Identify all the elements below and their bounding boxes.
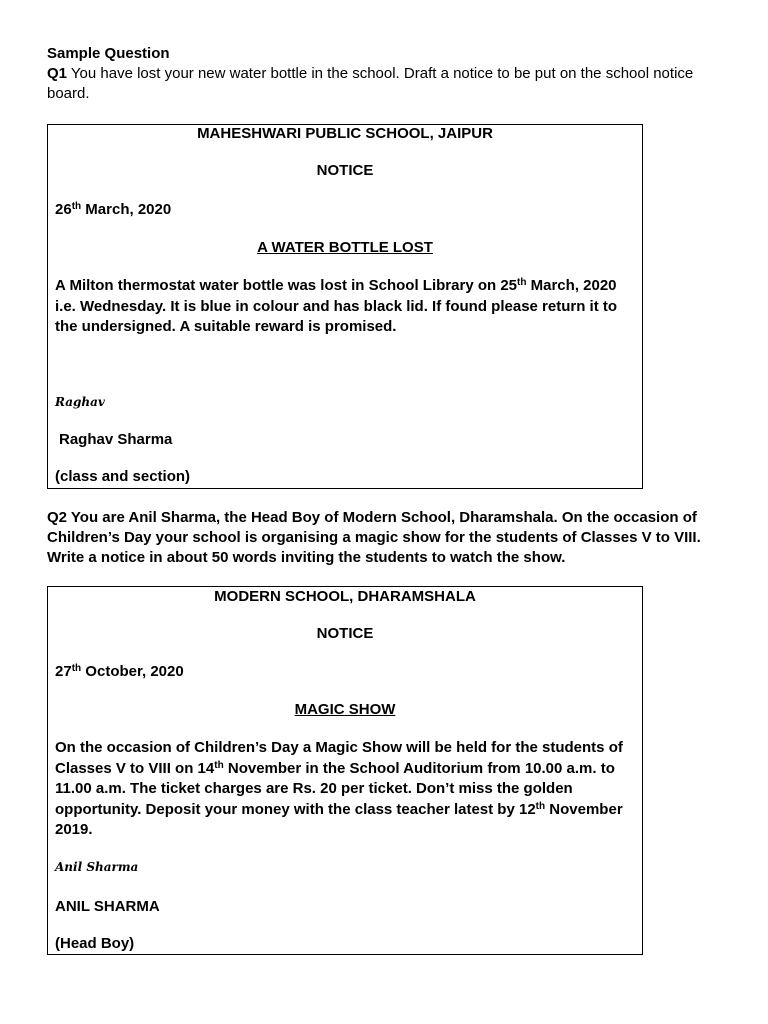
question-1-number: Q1 xyxy=(47,65,68,82)
notice-2-body xyxy=(55,738,632,841)
notice-1-class-section: (class and section) xyxy=(55,468,191,485)
notice-1-heading: NOTICE xyxy=(316,162,374,179)
notice-1-body-sup: th xyxy=(517,277,527,288)
notice-1-signature: Raghav xyxy=(55,395,105,409)
notice-2-name: ANIL SHARMA xyxy=(55,898,160,915)
notice-2-title: MAGIC SHOW xyxy=(294,701,396,718)
notice-1-title: A WATER BOTTLE LOST xyxy=(257,239,433,256)
notice-2-heading: NOTICE xyxy=(316,625,374,642)
notice-2-title-wrap xyxy=(48,701,642,718)
notice-2-date xyxy=(55,663,635,680)
notice-1-date-rest: March, 2020 xyxy=(81,201,172,218)
notice-2-body-part2: November in the School Auditorium from 10.00 a.m. to 11.00 a.m. The ticket charges are Rs. 20 per ticket. Don’t miss the golden opportunity. Deposit your money with the class teacher latest by 12 xyxy=(55,759,615,818)
notice-2-school: MODERN SCHOOL, DHARAMSHALA xyxy=(214,588,476,605)
notice-2-body-part1: On the occasion of Children’s Day a Magic Show will be held for the students of Classes V to VIII on 14 xyxy=(55,739,623,777)
notice-1-body xyxy=(55,276,632,338)
question-1-text xyxy=(47,64,727,104)
notice-2-box xyxy=(47,586,643,955)
notice-2-body-part3: November 2019. xyxy=(55,800,623,838)
notice-2-date-sup: th xyxy=(71,663,82,674)
notice-1-date-sup: th xyxy=(71,201,82,212)
question-1-block xyxy=(47,44,727,104)
notice-1-date-day: 26 xyxy=(55,201,72,218)
notice-2-date-day: 27 xyxy=(55,663,72,680)
notice-2-signature: Anil Sharma xyxy=(55,860,139,874)
notice-1-body-part1: A Milton thermostat water bottle was lost in School Library on 25 xyxy=(55,277,518,294)
notice-2-body-sup2: th xyxy=(535,800,546,812)
notice-1-school: MAHESHWARI PUBLIC SCHOOL, JAIPUR xyxy=(197,125,493,142)
notice-1-body-part2: March, 2020 i.e. Wednesday. It is blue in colour and has black lid. If found please return it to the undersigned. A suitable reward is promised. xyxy=(55,277,618,335)
notice-1-title-wrap xyxy=(48,239,642,256)
notice-1-date xyxy=(55,201,635,218)
question-2-block xyxy=(47,508,727,568)
notice-2-designation: (Head Boy) xyxy=(55,935,135,952)
notice-2-body-sup1: th xyxy=(214,759,224,771)
notice-1-name: Raghav Sharma xyxy=(59,431,173,448)
sample-question-label: Sample Question xyxy=(47,45,170,62)
question-1-prompt: You have lost your new water bottle in the school. Draft a notice to be put on the school notice board. xyxy=(47,65,694,102)
notice-1-box xyxy=(47,124,643,489)
question-2-text: Q2 You are Anil Sharma, the Head Boy of Modern School, Dharamshala. On the occasion of Children’s Day your school is organising a magic show for the students of Classes V to VIII. Write a notice in about 50 words inviting the students to watch the show. xyxy=(47,509,701,566)
notice-2-date-rest: October, 2020 xyxy=(81,663,184,680)
